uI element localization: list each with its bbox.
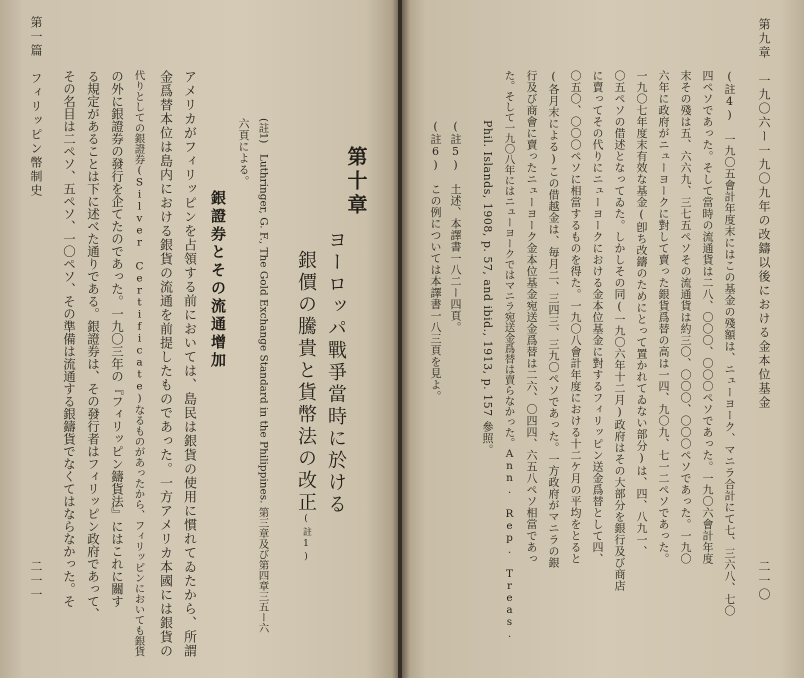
body-line-5: る規定があることは下に述べた通りである。銀證券は、その發行者はフィリッピン政府であって、 (85, 70, 101, 620)
body-line-3: 代りとしての銀證券(Silver Certificate)なるものがあったから、フィリッピンにおいても銀貨 (133, 70, 146, 657)
note-4-line-4: 六年に政府がニューヨークに對して賣った銀貨爲替の高は一四、九〇九、七一二ペソであった。 (657, 70, 670, 565)
chapter-title-1: ヨーロッパ戰爭當時に於ける (325, 230, 347, 516)
footnote-1-cont: 六頁による。 (237, 118, 250, 187)
note-4-line-12: Phil. Islands, 1908, p. 57, and ibid., 1913, p. 157 參照。 (481, 120, 494, 456)
right-running-head: 第九章 一九〇六ー一九〇九年の改鑄以後における金本位基金 (757, 18, 771, 410)
note-4-line-2: 四ペソであった。そして當時の流通貨は二八、〇〇〇、〇〇〇ペソであった。一九〇六會計年度 (701, 70, 714, 565)
note-4-line-6: 〇五ペソの借述となってゐた。しかしその同(一九〇六年十二月)政府はその大部分を銀行及び商店 (613, 70, 626, 592)
body-line-4: の外に銀證券の發行を企てたのであった。一九〇三年の『フィリッピン鑄貨法』にはこれに關す (109, 70, 125, 608)
note-4-line-7: に賣ってその代りにニューヨークにおける金本位基金に對するフィリッピン送金爲替として四、 (591, 70, 604, 565)
book-gutter (392, 0, 410, 678)
body-line-6: その名目は二ペソ、五ペソ、一〇ペソ、その準備は流通する銀鑄貨でなくてはならなかった。そ (61, 70, 77, 608)
body-line-2: 金爲替本位は島内における銀貨の流通を前提したものであった。一方アメリカ本國には銀貨の (157, 70, 172, 658)
note-4-line-1: (註4) 一九〇五會計年度末にはこの基金の殘額は、ニューヨーク、マニラ合計にて七、三六八、七〇 (723, 70, 736, 617)
note-6: (註6) この例については本譯書一八三頁を見よ。 (429, 120, 442, 402)
chapter-title-2: 銀價の騰貴と貨幣法の改正 (295, 250, 317, 514)
note-4-line-3: 末その殘は五、六六九、三七五ペソその流通貨は約三〇、〇〇〇、〇〇〇ペソであった。一九〇 (679, 70, 692, 565)
right-page (402, 0, 804, 678)
note-5: (註5) 土述、本譯書一八二ー四頁。 (449, 120, 462, 333)
note-4-line-10: 行及び商會に賣ったニューヨーク金本位基金宛送金爲替は二六、〇四四、六五八ペソ相當であっ (525, 70, 538, 565)
note-4-line-9: (各月末による)この借越金は、毎月二、三四三、三九〇ペソであった。一方政府がマニラの銀 (547, 70, 560, 569)
right-page-number: 二一〇 (757, 560, 771, 602)
left-running-footer: 第一篇 フィリッピン幣制史 (29, 16, 43, 198)
note-4-line-11: た。そして一九〇八年にはニューヨークではマニラ宛送金爲替は賣らなかった。Ann. Rep. Treas. (503, 70, 516, 640)
note-4-line-5: 一九〇七年度末有效な基金(卽ち改鑄のためにとって置かれてゐない部分)は、四、八九一、 (635, 70, 648, 557)
note-4-line-8: 〇五〇、〇〇〇ペソに相當するものを得た。一九〇八會計年度における十二ケ月の平均をとると (569, 70, 582, 565)
chapter-number: 第十章 (344, 146, 368, 218)
body-line-1: アメリカがフィリッピンを占領する前においては、島民は銀貨の使用に慣れてゐたから、所謂 (181, 70, 196, 658)
chapter-note-mark: (註1) (301, 514, 311, 565)
chapter-title-line-2 (296, 250, 315, 565)
left-page (0, 0, 398, 678)
footnote-1: (註1) Luthringer, G. F., The Gold Exchange Standard in the Philippines. 第三章及び第四章三五ー六 (257, 118, 270, 633)
section-heading: 銀證券とその流通增加 (209, 190, 227, 370)
left-page-number: 二一一 (29, 560, 43, 602)
